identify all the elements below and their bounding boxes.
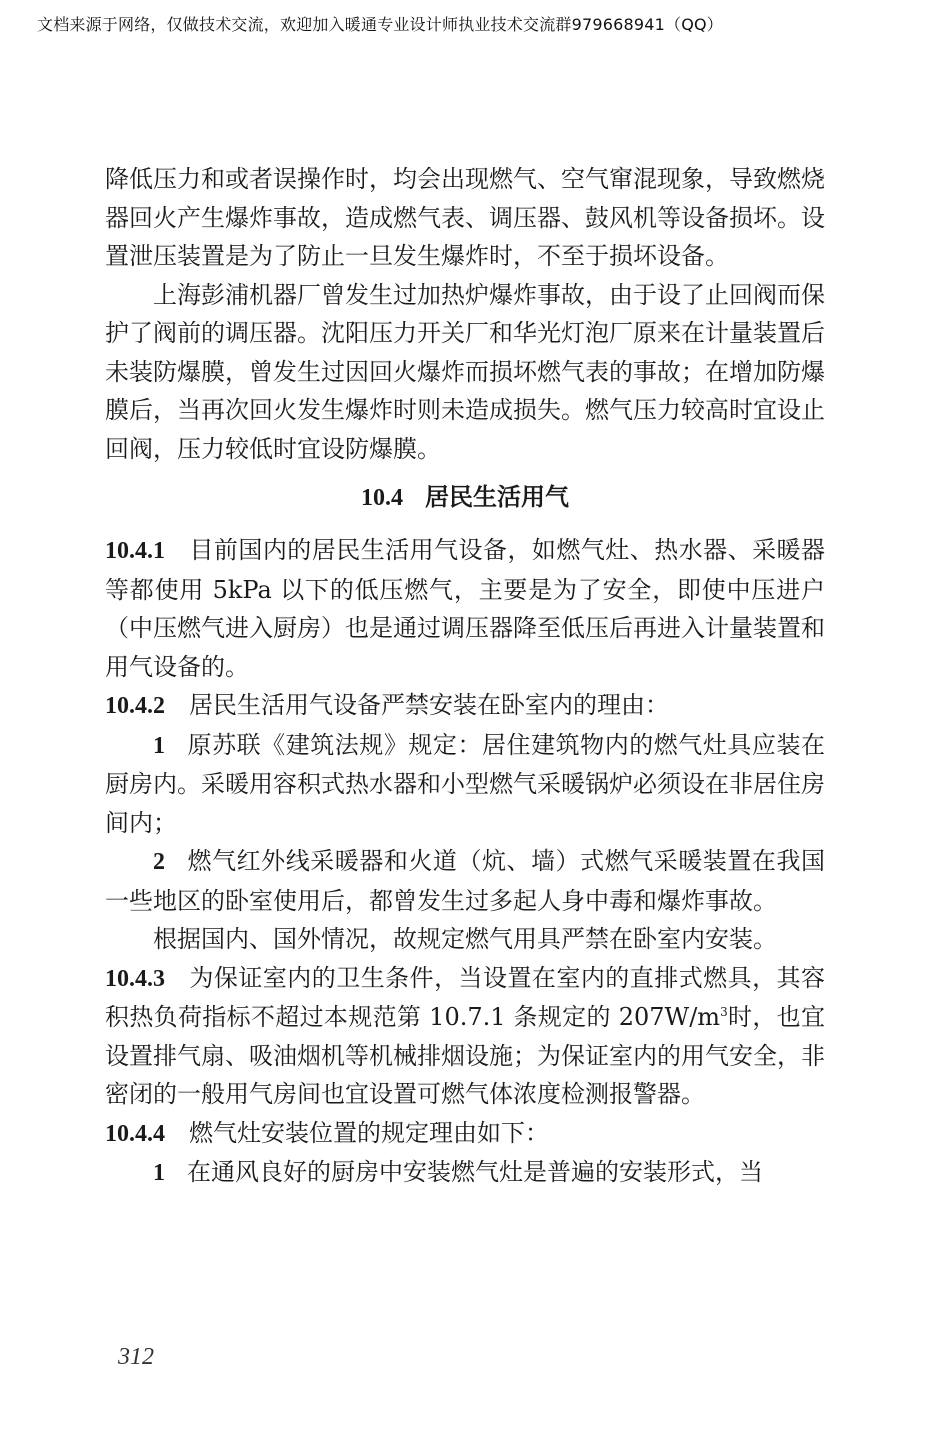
clause-10-4-2 bbox=[105, 686, 825, 726]
clause-item bbox=[105, 726, 825, 843]
item-text: 原苏联《建筑法规》规定：居住建筑物内的燃气灶具应装在厨房内。采暖用容积式热水器和小型燃气采暖锅炉必须设在非居住房间内； bbox=[105, 730, 825, 837]
clause-text: 燃气灶安装位置的规定理由如下： bbox=[189, 1118, 549, 1147]
item-text: 在通风良好的厨房中安装燃气灶是普遍的安装形式，当 bbox=[187, 1158, 763, 1186]
item-number: 2 bbox=[153, 849, 165, 875]
clause-number: 10.4.2 bbox=[105, 693, 165, 719]
clause-text-continued: 时，也宜设置排气扇、吸油烟机等机械排烟设施；为保证室内的用气安全，非密闭的一般用气房间也宜设置可燃气体浓度检测报警器。 bbox=[105, 1003, 826, 1108]
page-body bbox=[105, 160, 825, 1193]
superscript-3: 3 bbox=[720, 1005, 728, 1019]
clause-item bbox=[105, 842, 825, 920]
page-number: 312 bbox=[118, 1344, 154, 1370]
item-text: 燃气红外线采暖器和火道（炕、墙）式燃气采暖装置在我国一些地区的卧室使用后，都曾发生过多起人身中毒和爆炸事故。 bbox=[105, 847, 825, 915]
clause-10-4-3 bbox=[105, 959, 825, 1114]
section-number: 10.4 bbox=[361, 485, 403, 511]
watermark-header: 文档来源于网络，仅做技术交流，欢迎加入暖通专业设计师执业技术交流群979668941（QQ） bbox=[37, 15, 724, 34]
clause-10-4-1 bbox=[105, 531, 825, 686]
item-number: 1 bbox=[153, 732, 165, 759]
paragraph-continued: 降低压力和或者误操作时，均会出现燃气、空气窜混现象，导致燃烧器回火产生爆炸事故，造成燃气表、调压器、鼓风机等设备损坏。设置泄压装置是为了防止一旦发生爆炸时，不至于损坏设备。 bbox=[105, 165, 825, 270]
clause-conclusion: 根据国内、国外情况，故规定燃气用具严禁在卧室内安装。 bbox=[153, 925, 777, 953]
clause-number: 10.4.1 bbox=[105, 538, 165, 564]
section-title: 居民生活用气 bbox=[425, 483, 569, 511]
clause-item bbox=[105, 1153, 825, 1193]
clause-number: 10.4.3 bbox=[105, 965, 165, 992]
item-number: 1 bbox=[153, 1160, 165, 1186]
section-heading bbox=[105, 478, 825, 517]
clause-10-4-4 bbox=[105, 1114, 825, 1154]
clause-number: 10.4.4 bbox=[105, 1120, 165, 1147]
clause-text: 居民生活用气设备严禁安装在卧室内的理由： bbox=[189, 691, 669, 719]
clause-text: 为保证室内的卫生条件，当设置在室内的直排式燃具，其容积热负荷指标不超过本规范第 10.7.1 条规定的 207W/m bbox=[105, 963, 825, 1031]
paragraph-example: 上海彭浦机器厂曾发生过加热炉爆炸事故，由于设了止回阀而保护了阀前的调压器。沈阳压力开关厂和华光灯泡厂原来在计量装置后未装防爆膜，曾发生过因回火爆炸而损坏燃气表的事故；在增加防爆膜后，当再次回火发生爆炸时则未造成损失。燃气压力较高时宜设止回阀，压力较低时宜设防爆膜。 bbox=[105, 280, 825, 463]
clause-text: 目前国内的居民生活用气设备，如燃气灶、热水器、采暖器等都使用 5kPa 以下的低压燃气，主要是为了安全，即使中压进户（中压燃气进入厨房）也是通过调压器降至低压后再进入计量装置和用气设备的。 bbox=[105, 536, 825, 681]
